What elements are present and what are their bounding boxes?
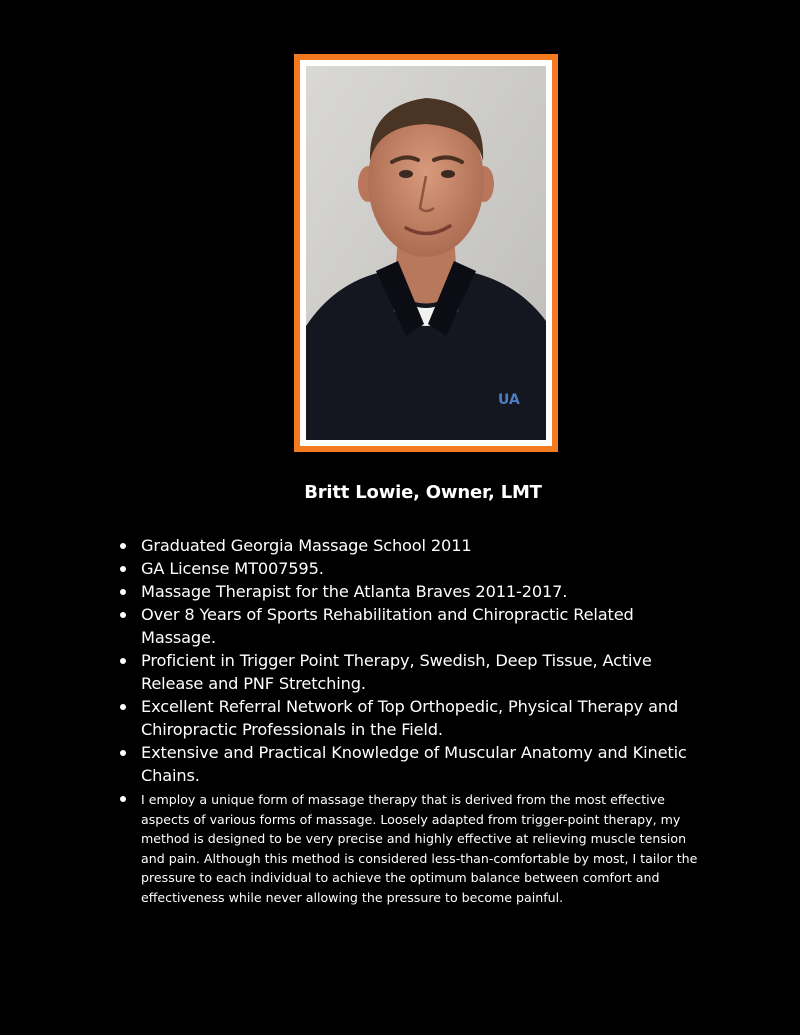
list-item: Excellent Referral Network of Top Orthopedic, Physical Therapy and Chiropractic Professionals in the Field. <box>120 695 700 741</box>
svg-text:UA: UA <box>498 392 520 408</box>
list-item: GA License MT007595. <box>120 557 700 580</box>
photo-frame <box>294 54 558 452</box>
credentials-list <box>120 534 700 907</box>
owner-name-title: Britt Lowie, Owner, LMT <box>304 482 542 503</box>
list-item: Massage Therapist for the Atlanta Braves 2011-2017. <box>120 580 700 603</box>
portrait-illustration <box>306 66 546 440</box>
list-item: Proficient in Trigger Point Therapy, Swedish, Deep Tissue, Active Release and PNF Stretching. <box>120 649 700 695</box>
list-item: Extensive and Practical Knowledge of Muscular Anatomy and Kinetic Chains. <box>120 741 700 787</box>
list-item: Over 8 Years of Sports Rehabilitation and Chiropractic Related Massage. <box>120 603 700 649</box>
list-item: Graduated Georgia Massage School 2011 <box>120 534 700 557</box>
photo-mat <box>300 60 552 446</box>
portrait-photo <box>306 66 546 440</box>
method-description-item: I employ a unique form of massage therapy that is derived from the most effective aspects of various forms of massage. Loosely adapted from trigger-point therapy, my method is designed to be very precise and highly effective at relieving muscle tension and pain. Although this method is considered less-than-comfortable by most, I tailor the pressure to each individual to achieve the optimum balance between comfort and effectiveness while never allowing the pressure to become painful. <box>120 790 700 907</box>
